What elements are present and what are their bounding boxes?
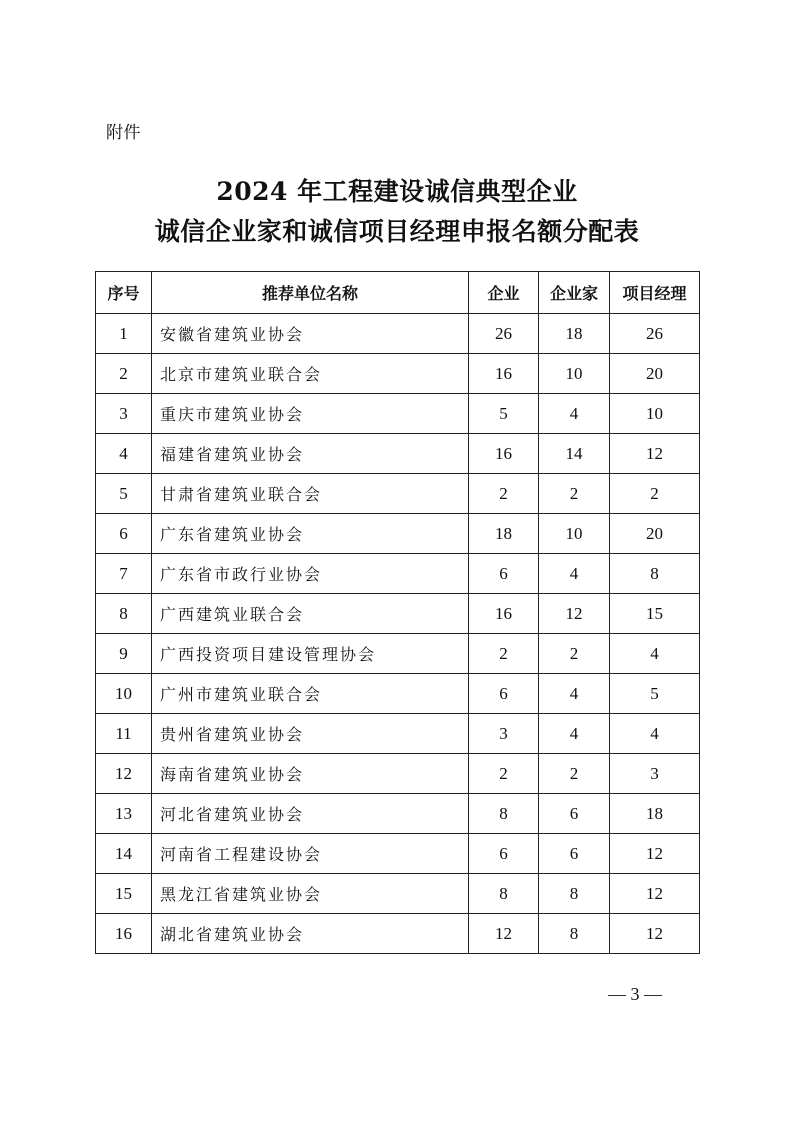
table-row <box>96 474 700 514</box>
cell-enterprise: 12 <box>469 914 539 954</box>
cell-enterprise: 2 <box>469 474 539 514</box>
cell-project-manager: 8 <box>610 554 700 594</box>
cell-project-manager: 12 <box>610 874 700 914</box>
cell-project-manager: 26 <box>610 314 700 354</box>
table-body <box>96 314 700 954</box>
cell-entrepreneur: 6 <box>539 794 610 834</box>
cell-entrepreneur: 10 <box>539 354 610 394</box>
cell-unit-name: 海南省建筑业协会 <box>152 754 469 794</box>
cell-unit-name: 贵州省建筑业协会 <box>152 714 469 754</box>
document-title-line-1: 2024 年工程建设诚信典型企业 <box>216 177 578 206</box>
cell-entrepreneur: 4 <box>539 554 610 594</box>
cell-index: 5 <box>96 474 152 514</box>
cell-index: 15 <box>96 874 152 914</box>
cell-index: 14 <box>96 834 152 874</box>
cell-unit-name: 安徽省建筑业协会 <box>152 314 469 354</box>
cell-enterprise: 6 <box>469 554 539 594</box>
cell-unit-name: 广州市建筑业联合会 <box>152 674 469 714</box>
cell-project-manager: 4 <box>610 714 700 754</box>
cell-enterprise: 3 <box>469 714 539 754</box>
table-row <box>96 794 700 834</box>
document-title-line-2: 诚信企业家和诚信项目经理申报名额分配表 <box>154 217 640 246</box>
cell-enterprise: 2 <box>469 634 539 674</box>
cell-index: 16 <box>96 914 152 954</box>
cell-project-manager: 5 <box>610 674 700 714</box>
cell-unit-name: 河南省工程建设协会 <box>152 834 469 874</box>
table-row <box>96 354 700 394</box>
cell-enterprise: 8 <box>469 874 539 914</box>
table-row <box>96 514 700 554</box>
cell-index: 13 <box>96 794 152 834</box>
cell-project-manager: 12 <box>610 834 700 874</box>
cell-entrepreneur: 12 <box>539 594 610 634</box>
table-row <box>96 314 700 354</box>
cell-entrepreneur: 4 <box>539 674 610 714</box>
cell-unit-name: 甘肃省建筑业联合会 <box>152 474 469 514</box>
cell-enterprise: 16 <box>469 594 539 634</box>
cell-index: 7 <box>96 554 152 594</box>
table-row <box>96 434 700 474</box>
cell-project-manager: 3 <box>610 754 700 794</box>
header-enterprise: 企业 <box>469 272 539 314</box>
cell-unit-name: 湖北省建筑业协会 <box>152 914 469 954</box>
cell-index: 9 <box>96 634 152 674</box>
cell-index: 2 <box>96 354 152 394</box>
cell-project-manager: 15 <box>610 594 700 634</box>
cell-entrepreneur: 4 <box>539 714 610 754</box>
table-header-row <box>96 272 700 314</box>
table-row <box>96 594 700 634</box>
table-row <box>96 874 700 914</box>
table-row <box>96 674 700 714</box>
cell-unit-name: 黑龙江省建筑业协会 <box>152 874 469 914</box>
cell-entrepreneur: 2 <box>539 754 610 794</box>
cell-entrepreneur: 10 <box>539 514 610 554</box>
cell-entrepreneur: 6 <box>539 834 610 874</box>
cell-index: 6 <box>96 514 152 554</box>
page-number: — 3 — <box>608 984 662 1004</box>
cell-entrepreneur: 8 <box>539 914 610 954</box>
cell-project-manager: 4 <box>610 634 700 674</box>
table-row <box>96 634 700 674</box>
cell-entrepreneur: 18 <box>539 314 610 354</box>
cell-entrepreneur: 2 <box>539 634 610 674</box>
table-row <box>96 834 700 874</box>
cell-project-manager: 20 <box>610 354 700 394</box>
cell-index: 11 <box>96 714 152 754</box>
cell-enterprise: 6 <box>469 674 539 714</box>
cell-project-manager: 10 <box>610 394 700 434</box>
cell-index: 3 <box>96 394 152 434</box>
cell-entrepreneur: 8 <box>539 874 610 914</box>
cell-enterprise: 2 <box>469 754 539 794</box>
cell-unit-name: 重庆市建筑业协会 <box>152 394 469 434</box>
header-index: 序号 <box>96 272 152 314</box>
cell-unit-name: 广西投资项目建设管理协会 <box>152 634 469 674</box>
cell-index: 8 <box>96 594 152 634</box>
cell-index: 4 <box>96 434 152 474</box>
cell-unit-name: 广东省市政行业协会 <box>152 554 469 594</box>
cell-unit-name: 北京市建筑业联合会 <box>152 354 469 394</box>
table-row <box>96 394 700 434</box>
header-project-manager: 项目经理 <box>610 272 700 314</box>
cell-enterprise: 16 <box>469 434 539 474</box>
cell-unit-name: 河北省建筑业协会 <box>152 794 469 834</box>
cell-entrepreneur: 2 <box>539 474 610 514</box>
header-entrepreneur: 企业家 <box>539 272 610 314</box>
table-row <box>96 754 700 794</box>
cell-project-manager: 12 <box>610 914 700 954</box>
cell-enterprise: 6 <box>469 834 539 874</box>
table-row <box>96 914 700 954</box>
cell-enterprise: 26 <box>469 314 539 354</box>
cell-index: 12 <box>96 754 152 794</box>
cell-project-manager: 20 <box>610 514 700 554</box>
cell-enterprise: 16 <box>469 354 539 394</box>
cell-unit-name: 广西建筑业联合会 <box>152 594 469 634</box>
cell-entrepreneur: 14 <box>539 434 610 474</box>
header-unit-name: 推荐单位名称 <box>152 272 469 314</box>
cell-enterprise: 18 <box>469 514 539 554</box>
table-row <box>96 554 700 594</box>
cell-entrepreneur: 4 <box>539 394 610 434</box>
cell-index: 10 <box>96 674 152 714</box>
table-row <box>96 714 700 754</box>
cell-index: 1 <box>96 314 152 354</box>
cell-project-manager: 18 <box>610 794 700 834</box>
quota-allocation-table <box>95 271 700 954</box>
cell-enterprise: 8 <box>469 794 539 834</box>
cell-unit-name: 广东省建筑业协会 <box>152 514 469 554</box>
cell-project-manager: 2 <box>610 474 700 514</box>
cell-enterprise: 5 <box>469 394 539 434</box>
cell-project-manager: 12 <box>610 434 700 474</box>
attachment-label: 附件 <box>106 123 141 143</box>
cell-unit-name: 福建省建筑业协会 <box>152 434 469 474</box>
